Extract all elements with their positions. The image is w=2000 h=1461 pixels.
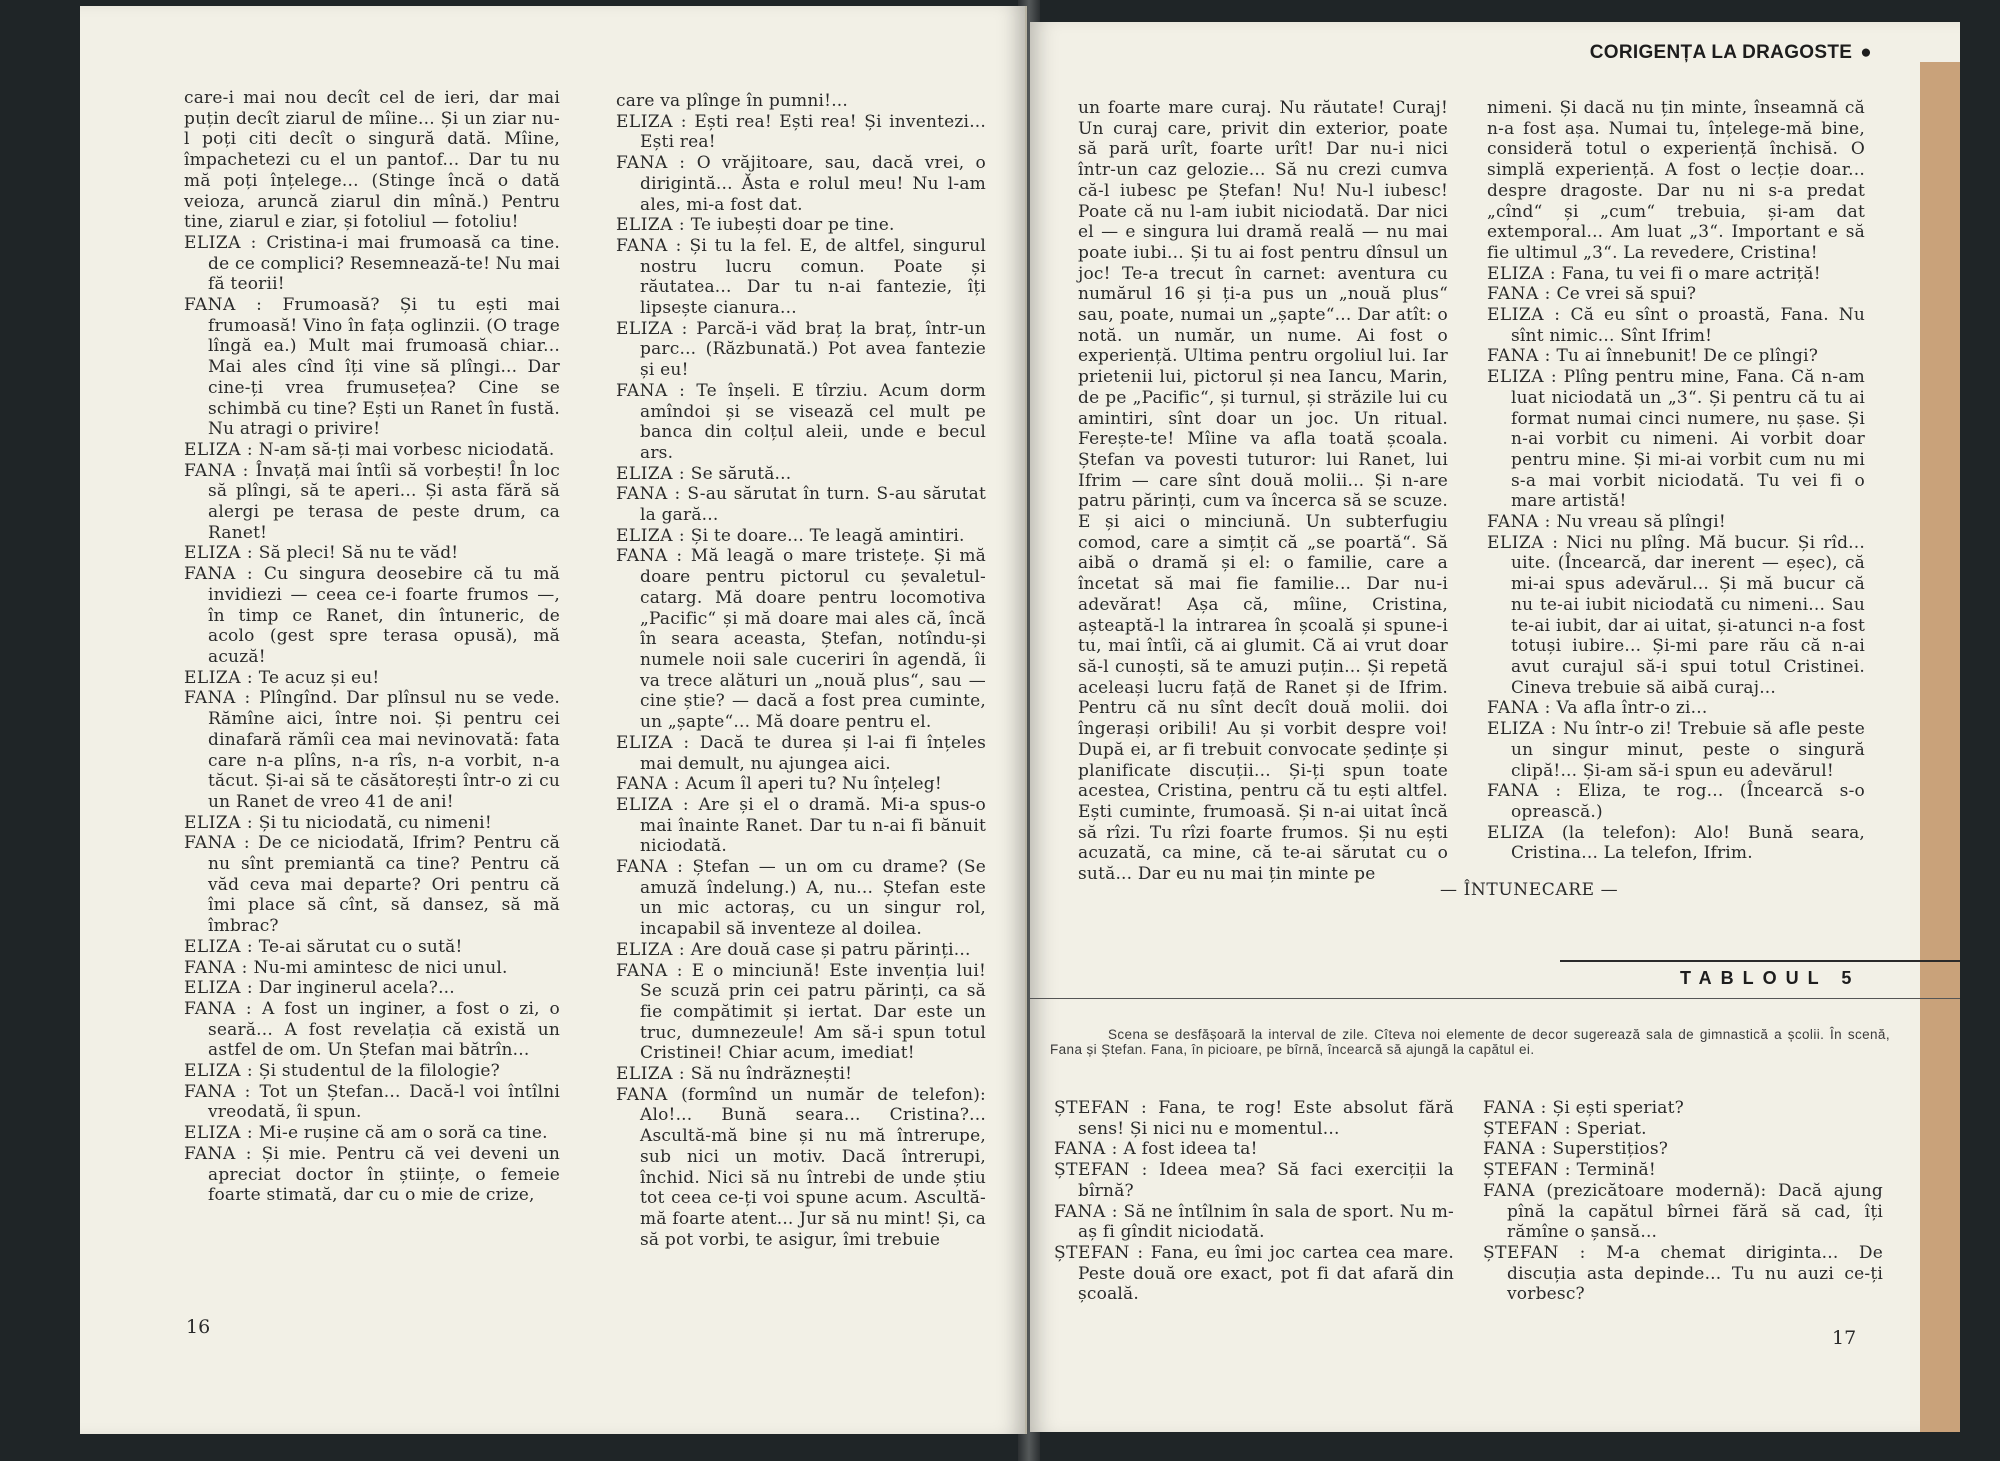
dialogue-line <box>1054 1139 1454 1160</box>
speaker-name: ELIZA : <box>1487 367 1558 388</box>
speaker-name: FANA : <box>184 1081 251 1102</box>
dialogue-text: Să ne întîlnim în sala de sport. Nu m-aș fi gîndit niciodată. <box>1078 1201 1454 1243</box>
scene-end-mark: — ÎNTUNECARE — <box>1440 880 1619 900</box>
dialogue-line <box>616 153 986 215</box>
dialogue-text: Dar inginerul acela?... <box>258 978 455 999</box>
dialogue-text: care-i mai nou decît cel de ieri, dar mai puțin decît ziarul de mîine... Și un ziar nu-l poți citi decît o singură dată. Mîine, împachetezi cu el un pantof... Dar tu nu mă poți înțelege... (Stinge încă o dată veioza, aruncă ziarul din mînă.) Pentru tine, ziarul e ziar, și fotoliul — fotoliu! <box>184 88 560 233</box>
dialogue-text: Și tu la fel. E, de altfel, singurul nostru lucru comun. Poate și răutatea... Dar tu n-ai fantezie, îți lipsește cianura... <box>640 235 986 319</box>
speaker-name: ELIZA : <box>1487 532 1559 553</box>
speaker-name: ȘTEFAN : <box>1483 1118 1571 1139</box>
dialogue-line <box>184 440 560 461</box>
speaker-name: FANA : <box>1487 698 1551 719</box>
dialogue-text: O vrăjitoare, sau, dacă vrei, o dirigintă... Ăsta e rolul meu! Nu l-am ales, mi-a fost dat. <box>640 153 986 215</box>
dialogue-text: (formînd un număr de telefon): Alo!... Bună seara... Cristina?... Ascultă-mă bine și nu mă întrerupe, sub nici un motiv. Dacă întrerupi, închid. Nici să nu întrebi de unde știu tot ceea ce-ți voi spune acum. Ascultă-mă foarte atent... Jur să nu mint! Și, ca să pot vorbi, te asigur, îmi trebuie <box>640 1084 986 1250</box>
speaker-name: ELIZA : <box>184 667 254 688</box>
dialogue-text: Nu vreau să plîngi! <box>1556 512 1726 533</box>
dialogue-line <box>1487 284 1865 305</box>
speaker-name: ELIZA : <box>616 732 690 753</box>
dialogue-line <box>184 958 560 979</box>
dialogue-line <box>1483 1119 1883 1140</box>
dialogue-line <box>184 688 560 812</box>
speaker-name: ȘTEFAN : <box>1054 1242 1144 1263</box>
dialogue-text: care va plînge în pumni!... <box>616 91 849 111</box>
dialogue-text: E o minciună! Este invenția lui! Se scuză prin cei patru părinți, ca să fie compătimit și iertat. Dar este un truc, dumnezeule! Am să-i spun totul Cristinei! Chiar acum, imediat! <box>640 960 986 1064</box>
left-page-column-2 <box>616 91 986 1250</box>
speaker-name: FANA : <box>184 460 249 481</box>
dialogue-line <box>1487 781 1865 822</box>
speaker-name: ȘTEFAN : <box>1054 1098 1148 1118</box>
speaker-name: FANA : <box>616 774 680 795</box>
dialogue-text: Cu singura deosebire că tu mă invidiezi — ceea ce-i foarte frumos —, în timp ce Ranet, din întuneric, de acolo (gest spre terasa opusă), mă acuză! <box>208 564 560 667</box>
dialogue-line <box>1487 512 1865 533</box>
dialogue-text: Și mie. Pentru că vei deveni un apreciat doctor în științe, o femeie foarte stimată, dar cu o mie de crize, <box>208 1143 560 1206</box>
dialogue-line <box>184 564 560 668</box>
speaker-name: ELIZA : <box>184 978 254 999</box>
dialogue-line <box>616 961 986 1065</box>
page-number-left: 16 <box>186 1316 211 1338</box>
speaker-name: FANA : <box>616 380 686 401</box>
dialogue-text: Să nu îndrăznești! <box>690 1064 853 1085</box>
dialogue-line <box>1483 1243 1883 1305</box>
dialogue-line <box>184 1082 560 1123</box>
left-page <box>80 6 1027 1434</box>
dialogue-line <box>184 833 560 937</box>
speaker-name: ȘTEFAN : <box>1483 1242 1586 1263</box>
speaker-name: ELIZA : <box>616 794 690 815</box>
speaker-name: FANA : <box>1483 1139 1547 1160</box>
dialogue-continuation <box>1487 98 1865 264</box>
dialogue-text: Ștefan — un om cu drame? (Se amuză îndelung.) A, nu... Ștefan este un mic actoraș, cu un singur rol, incapabil să inventeze al doilea. <box>640 857 986 940</box>
dialogue-line <box>1054 1202 1454 1243</box>
dialogue-text: Fana, te rog! Este absolut fără sens! Și nici nu e momentul... <box>1078 1098 1455 1139</box>
dialogue-text: Mă leagă o mare tristețe. Și mă doare pentru pictorul cu șevaletul-catarg. Mă doare pentru locomotiva „Pacific“ și mă doare mai ales că, încă în seara aceasta, Ștefan, notîndu-și numele noii sale cuceriri în agendă, îi va trece alături un „nouă plus“, sau — cine știe? — dacă a fost prea cuminte, un „șapte“... Mă doare pentru el. <box>640 546 987 733</box>
speaker-name: FANA : <box>1487 284 1551 305</box>
dialogue-line <box>616 546 986 732</box>
dialogue-line <box>1483 1160 1883 1181</box>
speaker-name: ELIZA : <box>1487 263 1557 284</box>
header-bullet: ● <box>1860 42 1872 63</box>
dialogue-line <box>616 733 986 774</box>
dialogue-text: Plîngînd. Dar plînsul nu se vede. Rămîne aici, între noi. Și pentru cei dinafară rămîi cea mai nevinovată: fata care n-a plîns, n-a rîs, n-a vorbit, n-a tăcut. Și-ai să te căsătorești într-o zi cu un Ranet de vreo 41 de ani! <box>208 688 560 812</box>
speaker-name: ELIZA : <box>184 232 257 253</box>
speaker-name: FANA : <box>184 957 248 978</box>
dialogue-text: Frumoasă? Și tu ești mai frumoasă! Vino în fața oglinzii. (O trage lîngă ea.) Mult mai frumoasă chiar... Mai ales cînd îți vine să plîngi... Dar cine-ți vrea frumusețea? Cine se schimbă cu tine? Ești un Ranet în fustă. Nu atragi o privire! <box>208 295 560 440</box>
dialogue-text: De ce niciodată, Ifrim? Pentru că nu sînt premiantă ca tine? Pentru că văd ceva mai departe? Ori pentru că îmi place să cînt, să dansez, să mă îmbrac? <box>208 833 560 937</box>
dialogue-line <box>1487 346 1865 367</box>
dialogue-line <box>1487 264 1865 285</box>
dialogue-text: Dacă te durea și l-ai fi înțeles mai demult, nu ajungea aici. <box>640 732 987 774</box>
speaker-name: FANA : <box>1483 1098 1547 1118</box>
speaker-name: FANA : <box>616 484 681 505</box>
dialogue-line <box>1487 719 1865 781</box>
dialogue-text: Are două case și patru părinți... <box>690 939 971 960</box>
dialogue-text: Te-ai sărutat cu o sută! <box>258 936 463 957</box>
dialogue-line <box>184 1144 560 1206</box>
dialogue-line <box>184 668 560 689</box>
speaker-name: FANA : <box>1487 512 1551 533</box>
speaker-name: ELIZA : <box>616 939 686 960</box>
speaker-name: ELIZA : <box>184 1123 254 1144</box>
dialogue-line <box>1487 367 1865 512</box>
dialogue-line <box>1483 1181 1883 1243</box>
speaker-name: FANA : <box>1054 1139 1118 1160</box>
speaker-name: ELIZA : <box>184 543 254 564</box>
dialogue-line <box>1487 698 1865 719</box>
scene-description: Scena se desfășoară la interval de zile. Cîteva noi elemente de decor sugerează sala de gimnastică a școlii. În scenă, Fana și Ștefan. Fana, în picioare, pe bîrnă, încearcă să ajungă la capătul ei. <box>1050 1027 1890 1057</box>
dialogue-text: Plîng pentru mine, Fana. Că n-am luat niciodată un „3“. Și pentru că tu ai format numai cinci numere, nu șase. Și n-ai vorbit cu nimeni. Ai vorbit doar pentru mine. Și mi-ai vorbit cum nu mi s-a mai vorbit niciodată. Tu vei fi o mare artistă! <box>1511 367 1865 512</box>
speaker-name: ELIZA : <box>616 463 686 484</box>
dialogue-text: Și tu niciodată, cu nimeni! <box>258 812 492 833</box>
dialogue-line <box>184 999 560 1061</box>
dialogue-text: Nu într-o zi! Trebuie să afle peste un singur minut, peste o singură clipă!... Și-am să-i spun eu adevărul! <box>1511 719 1865 781</box>
speaker-name: ELIZA : <box>616 525 686 546</box>
right-page-column-1 <box>1078 98 1448 885</box>
speaker-name: ELIZA : <box>616 1064 686 1085</box>
speaker-name: ELIZA : <box>184 936 254 957</box>
dialogue-text: Parcă-i văd braț la braț, într-un parc... (Răzbunată.) Pot avea fantezie și eu! <box>640 318 987 381</box>
dialogue-line <box>184 937 560 958</box>
dialogue-text: M-a chemat diriginta... De discuția asta depinde... Tu nu auzi ce-ți vorbesc? <box>1507 1242 1883 1305</box>
dialogue-text: A fost ideea ta! <box>1123 1139 1258 1160</box>
dialogue-text: Fana, tu vei fi o mare actriță! <box>1561 263 1821 284</box>
tableau-rule <box>1560 960 1960 962</box>
dialogue-text: Că eu sînt o proastă, Fana. Nu sînt nimic... Sînt Ifrim! <box>1511 305 1865 346</box>
dialogue-text: Fana, eu îmi joc cartea cea mare. Peste două ore exact, pot fi dat afară din școală. <box>1078 1242 1455 1305</box>
dialogue-line <box>1054 1098 1454 1139</box>
dialogue-text: Și studentul de la filologie? <box>258 1061 500 1082</box>
dialogue-line <box>184 978 560 999</box>
dialogue-line <box>184 543 560 564</box>
page-edge <box>1920 62 1960 1432</box>
dialogue-text: un foarte mare curaj. Nu răutate! Curaj! Un curaj care, privit din exterior, poate să pară urît, foarte urît! Dar nu-i nici într-un caz gelozie... Să nu crezi cumva că-l iubesc pe Ștefan! Nu! Nu-l iubesc! Poate că nu l-am iubit niciodată. Dar nici el — e singura lui dramă reală — nu mai poate iubi... Și tu ai fost pentru dînsul un joc! Te-a trecut în carnet: aventura cu numărul 16 și ți-a pus un „nouă plus“ sau, poate, numai un „șapte“... Dar atît: o notă. un număr, un nume. Ai fost o experiență. Ultima pentru orgoliul lui. Iar prietenii lui, pictorul și nea Iancu, Marin, de pe „Pacific“, și turnul, și străzile lui cu amintiri, sînt doar un joc. Un ritual. Ferește-te! Mîine va afla toată școala. Ștefan va povesti tuturor: lui Ranet, lui Ifrim — care sînt două molii... Și n-are patru părinți, cum va încerca să se scuze. E și aici o minciună. Un subterfugiu comod, care a simțit că „se poartă“. Să aibă o dramă și el: o familie, care a încetat să mai fie familie... Dar nu-i adevărat! Așa că, mîine, Cristina, așteaptă-l la intrarea în școală și spune-i tu, mai întîi, că ai glumit. Că ai vrut doar să-l cunoști, să te amuzi puțin... Și repetă aceleași lucru față de Ranet și de Ifrim. Pentru că nu sînt decît două molii. doi îngerași oribili! Au și vorbit despre voi! După ei, ar fi trebuit convocate ședințe și planificate discuții... Și-ți spun toate acestea, Cristina, pentru că tu ești altfel. Ești cuminte, frumoasă. Și n-ai uitat încă să rîzi. Tu rîzi foarte frumos. Și nu ești acuzată, ca mine, că te-ai sărutat cu o sută... Dar eu nu mai țin minte pe <box>1078 98 1448 885</box>
dialogue-text: Te înșeli. E tîrziu. Acum dorm amîndoi și se visează cel mult pe banca din colțul aleii, unde e becul ars. <box>640 380 986 463</box>
speaker-name: FANA : <box>1054 1201 1118 1222</box>
dialogue-line <box>1487 305 1865 346</box>
dialogue-line <box>1054 1243 1454 1305</box>
dialogue-text: Ideea mea? Să faci exerciții la bîrnă? <box>1078 1160 1455 1201</box>
dialogue-line <box>184 233 560 295</box>
dialogue-text: N-am să-ți mai vorbesc niciodată. <box>258 439 555 460</box>
right-page-column-3 <box>1054 1098 1454 1305</box>
speaker-name: FANA : <box>616 153 686 174</box>
dialogue-continuation <box>1078 98 1448 885</box>
dialogue-line <box>616 1064 986 1085</box>
dialogue-line <box>184 295 560 440</box>
dialogue-line <box>616 215 986 236</box>
speaker-name: FANA <box>1483 1180 1535 1201</box>
speaker-name: FANA : <box>184 564 254 585</box>
dialogue-text: S-au sărutat în turn. S-au sărutat la gară... <box>640 484 986 526</box>
dialogue-text: Va afla într-o zi... <box>1556 698 1708 719</box>
speaker-name: ELIZA : <box>184 812 254 833</box>
dialogue-text: Nici nu plîng. Mă bucur. Și rîd... uite. (Încearcă, dar inerent — eșec), că mi-ai spus adevărul... Și mă bucur că nu te-ai iubit niciodată cu nimeni... Sau te-ai iubit, dar ai uitat, și-atunci n-a fost totuși iubire... Și-mi pare rău că n-ai avut curajul să-i spui totul Cristinei. Cineva trebuie să aibă curaj... <box>1511 532 1865 698</box>
dialogue-text: Și te doare... Te leagă amintiri. <box>690 525 965 546</box>
speaker-name: FANA <box>616 1084 668 1105</box>
right-page-column-2 <box>1487 98 1865 864</box>
dialogue-continuation <box>616 91 986 112</box>
speaker-name: FANA : <box>184 688 251 709</box>
dialogue-line <box>616 857 986 940</box>
dialogue-text: Ești rea! Ești rea! Și inventezi... Ești rea! <box>640 111 987 153</box>
dialogue-line <box>616 236 986 319</box>
speaker-name: ELIZA : <box>1487 719 1557 740</box>
speaker-name: FANA : <box>184 833 251 854</box>
dialogue-text: Tot un Ștefan... Dacă-l voi întîlni vreodată, îi spun. <box>208 1081 560 1123</box>
dialogue-line <box>1054 1160 1454 1201</box>
dialogue-text: Te acuz și eu! <box>258 667 380 688</box>
header-title: CORIGENȚA LA DRAGOSTE <box>1589 42 1853 63</box>
dialogue-text: Termină! <box>1576 1160 1656 1181</box>
dialogue-line <box>184 1061 560 1082</box>
left-page-column-1 <box>184 88 560 1206</box>
tableau-heading: TABLOUL 5 <box>1680 968 1861 988</box>
dialogue-text: Și ești speriat? <box>1552 1098 1684 1118</box>
dialogue-line <box>616 940 986 961</box>
dialogue-text: Nu-mi amintesc de nici unul. <box>253 957 508 978</box>
speaker-name: FANA : <box>1487 781 1562 802</box>
speaker-name: FANA : <box>1487 346 1551 367</box>
right-page <box>1030 22 1960 1432</box>
dialogue-text: (prezicătoare modernă): Dacă ajung pînă la capătul bîrnei fără să cad, îți rămîne o șansă... <box>1507 1180 1883 1243</box>
dialogue-line <box>184 813 560 834</box>
dialogue-text: (la telefon): Alo! Bună seara, Cristina... La telefon, Ifrim. <box>1511 822 1866 864</box>
dialogue-text: Mi-e rușine că am o soră ca tine. <box>258 1123 548 1144</box>
dialogue-continuation <box>184 88 560 233</box>
speaker-name: ȘTEFAN : <box>1054 1160 1148 1181</box>
dialogue-line <box>616 319 986 381</box>
speaker-name: ELIZA <box>1487 822 1545 843</box>
speaker-name: FANA : <box>616 857 684 878</box>
speaker-name: ȘTEFAN : <box>1483 1160 1571 1181</box>
speaker-name: ELIZA : <box>184 439 254 460</box>
dialogue-text: Speriat. <box>1576 1118 1647 1139</box>
dialogue-line <box>616 381 986 464</box>
dialogue-text: Eliza, te rog... (Încearcă s-o oprească.) <box>1511 781 1865 822</box>
dialogue-line <box>616 484 986 525</box>
speaker-name: FANA : <box>184 295 263 316</box>
dialogue-line <box>1483 1139 1883 1160</box>
dialogue-text: nimeni. Și dacă nu țin minte, înseamnă că n-a fost așa. Numai tu, înțelege-mă bine, consideră totul o experiență închisă. O simplă experiență. A fost o lecție doar... despre dragoste. Dar nu ni s-a predat „cînd“ și „cum“ trebuia, și-am dat extemporal... Am luat „3“. Important e să fie ultimul „3“. La revedere, Cristina! <box>1487 98 1865 263</box>
dialogue-text: Superstițios? <box>1552 1139 1669 1160</box>
speaker-name: FANA : <box>616 235 682 256</box>
speaker-name: ELIZA : <box>616 318 688 339</box>
dialogue-text: Are și el o dramă. Mi-a spus-o mai înainte Ranet. Dar tu n-ai fi bănuit niciodată. <box>640 794 986 857</box>
dialogue-line <box>616 774 986 795</box>
speaker-name: FANA : <box>616 960 684 981</box>
dialogue-text: A fost un inginer, a fost o zi, o seară... A fost revelația că există un astfel de om. Un Ștefan mai bătrîn... <box>208 998 560 1061</box>
dialogue-line <box>1487 533 1865 699</box>
speaker-name: FANA : <box>184 1143 252 1164</box>
page-number-right: 17 <box>1832 1327 1857 1349</box>
tableau-rule-bottom <box>1030 998 1960 999</box>
dialogue-line <box>616 464 986 485</box>
speaker-name: ELIZA : <box>1487 305 1561 326</box>
dialogue-text: Să pleci! Să nu te văd! <box>258 543 459 564</box>
dialogue-text: Te iubești doar pe tine. <box>690 215 895 236</box>
dialogue-text: Ce vrei să spui? <box>1556 284 1697 305</box>
dialogue-text: Tu ai înnebunit! De ce plîngi? <box>1556 346 1819 367</box>
dialogue-text: Învață mai întîi să vorbești! În loc să plîngi, să te aperi... Și asta fără să alergi pe terasa de peste drum, ca Ranet! <box>208 460 560 543</box>
dialogue-line <box>616 526 986 547</box>
dialogue-text: Se sărută... <box>690 463 792 484</box>
dialogue-line <box>1483 1098 1883 1119</box>
dialogue-line <box>616 112 986 153</box>
speaker-name: FANA : <box>616 546 683 567</box>
dialogue-line <box>1487 823 1865 864</box>
dialogue-line <box>184 1123 560 1144</box>
speaker-name: ELIZA : <box>616 111 687 132</box>
dialogue-line <box>616 795 986 857</box>
running-header <box>1590 42 1872 64</box>
speaker-name: ELIZA : <box>616 215 686 236</box>
speaker-name: FANA : <box>184 998 253 1019</box>
dialogue-text: Cristina-i mai frumoasă ca tine. de ce complici? Resemnează-te! Nu mai fă teorii! <box>208 232 561 295</box>
speaker-name: ELIZA : <box>184 1061 254 1082</box>
dialogue-text: Acum îl aperi tu? Nu înțeleg! <box>685 774 942 795</box>
dialogue-line <box>184 461 560 544</box>
dialogue-line <box>616 1085 986 1251</box>
right-page-column-4 <box>1483 1098 1883 1305</box>
